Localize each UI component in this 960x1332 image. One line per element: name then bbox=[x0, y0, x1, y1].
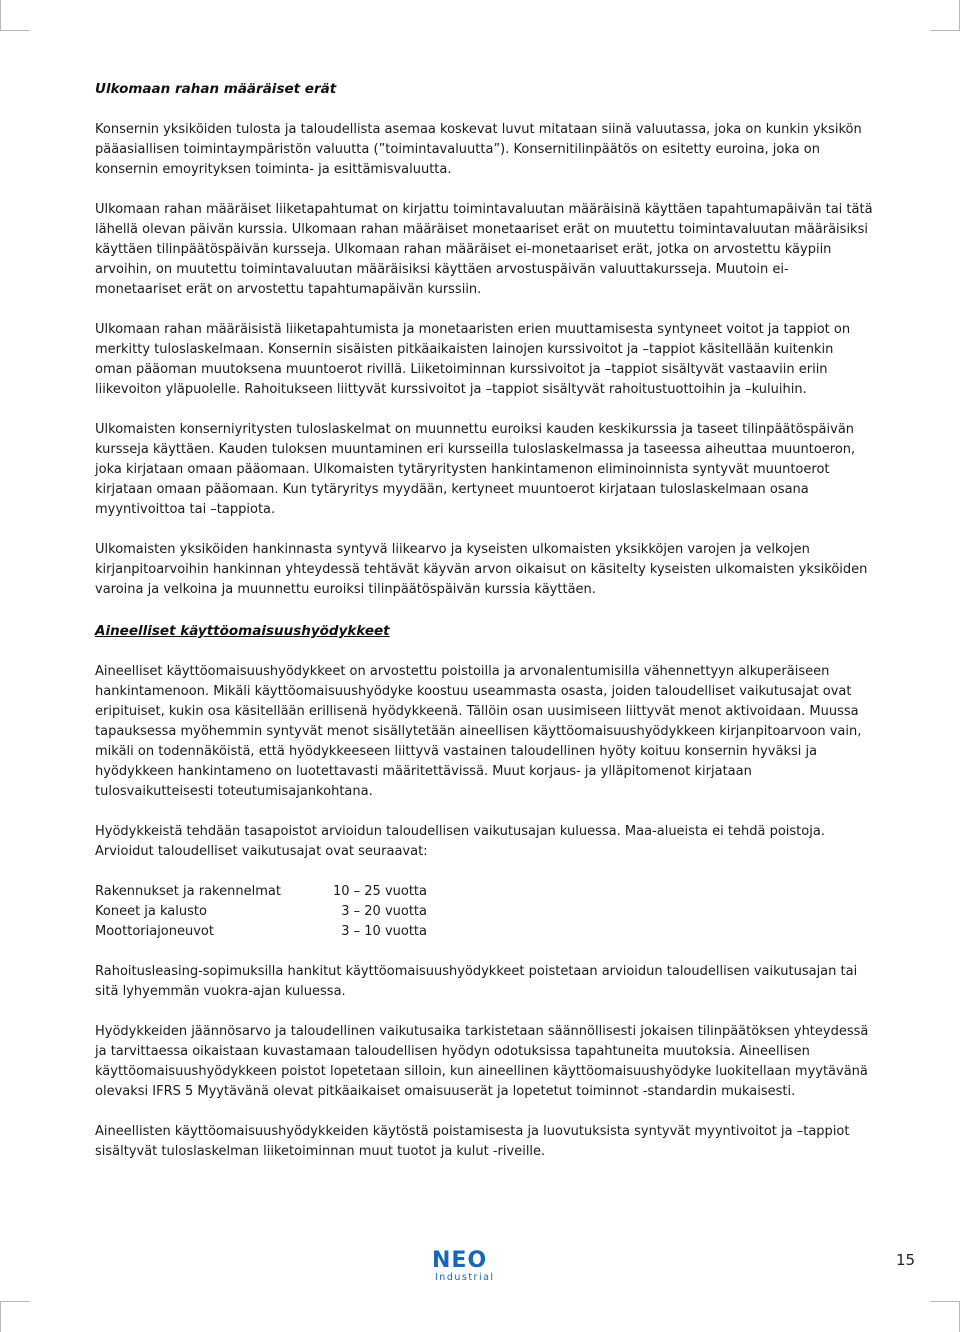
crop-mark-top-left bbox=[0, 0, 1, 30]
asset-category: Moottoriajoneuvot bbox=[95, 924, 214, 939]
crop-mark-top-left-h bbox=[0, 30, 30, 31]
logo-subtext: Industrial bbox=[435, 1272, 495, 1283]
crop-mark-bottom-left-h bbox=[0, 1301, 30, 1302]
crop-mark-top-right-h bbox=[930, 30, 960, 31]
useful-life-range: 3 – 10 vuotta bbox=[341, 924, 427, 939]
paragraph: Aineellisten käyttöomaisuushyödykkeiden käytöstä poistamisesta ja luovutuksista syntyvät myyntivoitot ja –tappiot sisältyvät tuloslaskelman liiketoiminnan muut tuotot ja kulut -riveille. bbox=[95, 1124, 850, 1159]
crop-mark-bottom-right-h bbox=[930, 1301, 960, 1302]
page-number: 15 bbox=[896, 1251, 916, 1269]
paragraph: Hyödykkeiden jäännösarvo ja taloudellinen vaikutusaika tarkistetaan säännöllisesti jokaisen tilinpäätöksen yhteydessä ja tarvittaessa oikaistaan kuvastamaan taloudellisen hyödyn odotuksissa tapahtuneita muutoksia. Aineellisen käyttöomaisuushyödykkeen poistot lopetetaan silloin, kun aineellinen käyttöomaisuushyödyke luokitellaan myytävänä olevaksi IFRS 5 Myytävänä olevat pitkäaikaiset omaisuuserät ja lopetetut toiminnot -standardin mukaisesti. bbox=[95, 1024, 869, 1099]
document-body bbox=[95, 78, 873, 1182]
asset-category: Koneet ja kalusto bbox=[95, 904, 207, 919]
crop-mark-bottom-left bbox=[0, 1302, 1, 1332]
paragraph: Aineelliset käyttöomaisuushyödykkeet on arvostettu poistoilla ja arvonalentumisilla vähennettyyn alkuperäiseen hankintamenoon. Mikäli käyttöomaisuushyödyke koostuu useammasta osasta, joiden taloudelliset vaikutusajat ovat eripituiset, kukin osa käsitellään erillisenä hyödykkeenä. Tällöin osan uusimiseen liittyvät menot aktivoidaan. Muussa tapauksessa myöhemmin syntyvät menot sisällytetään aineellisen käyttöomaisuushyödykkeen kirjanpitoarvoon vain, mikäli on todennäköistä, että hyödykkeeseen liittyvä vastainen taloudellinen hyöty koituu konsernin hyväksi ja hyödykkeen hankintameno on luotettavasti määritettävissä. Muut korjaus- ja ylläpitomenot kirjataan tulosvaikutteisesti toteutumisajankohtana. bbox=[95, 664, 862, 799]
paragraph: Konsernin yksiköiden tulosta ja taloudellista asemaa koskevat luvut mitataan siinä valuutassa, joka on kunkin yksikön pääasiallisen toimintaympäristön valuutta (”toimintavaluutta”). Konsernitilinpäätös on esitetty euroina, joka on konsernin emoyrityksen toiminta- ja esittämisvaluutta. bbox=[95, 122, 862, 177]
section-tangible-assets bbox=[95, 620, 873, 1162]
table-row bbox=[95, 922, 427, 942]
table-row bbox=[95, 902, 427, 922]
paragraph: Ulkomaisten konserniyritysten tuloslaskelmat on muunnettu euroiksi kauden keskikurssia ja taseet tilinpäätöspäivän kursseja käyttäen. Kauden tuloksen muuntaminen eri kursseilla tuloslaskelmassa ja taseessa aiheuttaa muuntoeron, joka kirjataan omaan pääomaan. Ulkomaisten tytäryritysten hankintamenon eliminoinnista syntyvät muuntoerot kirjataan omaan pääomaan. Kun tytäryritys myydään, kertyneet muuntoerot kirjataan tuloslaskelmaan osana myyntivoittoa tai –tappiota. bbox=[95, 422, 856, 517]
paragraph: Hyödykkeistä tehdään tasapoistot arvioidun taloudellisen vaikutusajan kuluessa. Maa-alueista ei tehdä poistoja. Arvioidut taloudelliset vaikutusajat ovat seuraavat: bbox=[95, 824, 825, 859]
useful-life-range: 10 – 25 vuotta bbox=[332, 884, 427, 899]
section-heading: Ulkomaan rahan määräiset erät bbox=[95, 81, 337, 97]
paragraph: Rahoitusleasing-sopimuksilla hankitut käyttöomaisuushyödykkeet poistetaan arvioidun taloudellisen vaikutusajan tai sitä lyhyemmän vuokra-ajan kuluessa. bbox=[95, 964, 858, 999]
paragraph: Ulkomaan rahan määräiset liiketapahtumat on kirjattu toimintavaluutan määräisinä käyttäen tapahtumapäivän tai tätä lähellä olevan päivän kurssia. Ulkomaan rahan määräiset monetaariset erät on muutettu toimintavaluutan määräisiksi käyttäen tilinpäätöspäivän kursseja. Ulkomaan rahan määräiset ei-monetaariset erät, jotka on arvostettu käypiin arvoihin, on muutettu toimintavaluutan määräisiksi käyttäen arvostuspäivän valuuttakursseja. Muutoin ei-monetaariset erät on arvostettu tapahtumapäivän kurssiin. bbox=[95, 202, 873, 297]
useful-lives-table bbox=[95, 882, 427, 942]
section-foreign-currency bbox=[95, 78, 873, 600]
useful-life-range: 3 – 20 vuotta bbox=[341, 904, 427, 919]
table-row bbox=[95, 882, 427, 902]
asset-category: Rakennukset ja rakennelmat bbox=[95, 884, 281, 899]
neo-industrial-logo bbox=[432, 1250, 496, 1282]
paragraph: Ulkomaisten yksiköiden hankinnasta syntyvä liikearvo ja kyseisten ulkomaisten yksikköjen varojen ja velkojen kirjanpitoarvoihin hankinnan yhteydessä tehtävät käyvän arvon oikaisut on käsitelty kyseisten ulkomaisten yksiköiden varoina ja velkoina ja muunnettu euroiksi tilinpäätöspäivän kurssia käyttäen. bbox=[95, 542, 868, 597]
paragraph: Ulkomaan rahan määräisistä liiketapahtumista ja monetaaristen erien muuttamisesta syntyneet voitot ja tappiot on merkitty tuloslaskelmaan. Konsernin sisäisten pitkäaikaisten lainojen kurssivoitot ja –tappiot käsitellään kuitenkin oman pääoman muutoksena muuntoerot rivillä. Liiketoiminnan kurssivoitot ja –tappiot sisältyvät vastaaviin eriin liikevoiton yläpuolelle. Rahoitukseen liittyvät kurssivoitot ja –tappiot sisältyvät rahoitustuottoihin ja –kuluihin. bbox=[95, 322, 851, 397]
section-heading: Aineelliset käyttöomaisuushyödykkeet bbox=[95, 623, 390, 639]
logo-wordmark: NEO bbox=[432, 1248, 488, 1273]
